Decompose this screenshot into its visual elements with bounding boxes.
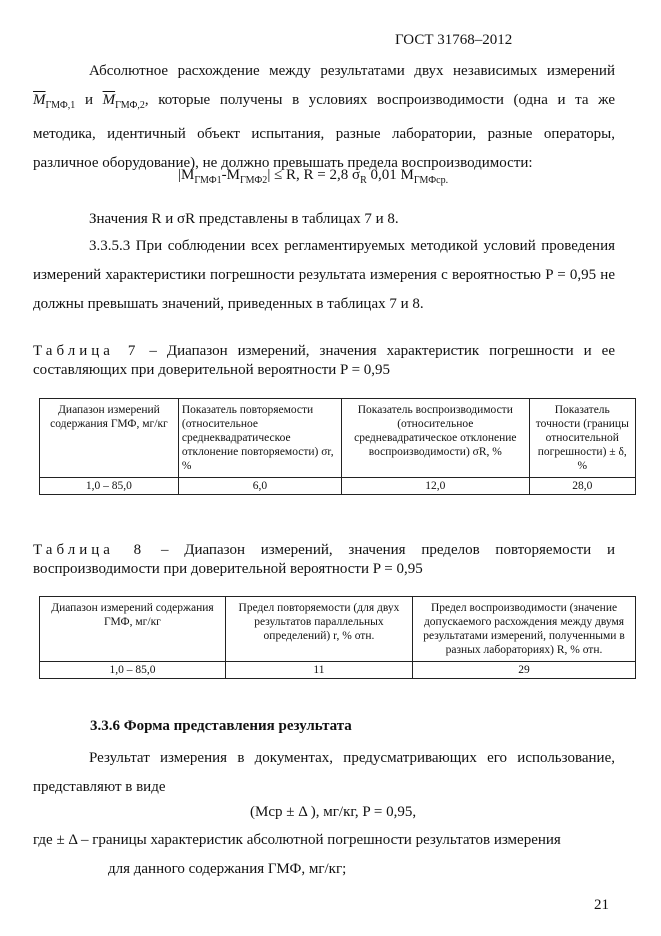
m-gmf2: $\overline{M}_{ГМФ,2}$ [102,92,145,111]
t7-header-reproducibility: Показатель воспроизводимости (относительное средневадратическое отклонение воспроизводимости) σR, % [342,399,530,478]
t7-cell-repeatability: 6,0 [178,478,341,495]
t7-cell-range: 1,0 – 85,0 [40,478,179,495]
paragraph-5-line2: для данного содержания ГМФ, мг/кг; [108,861,347,877]
section-heading: 3.3.6 Форма представления результата [90,718,352,734]
t7-cell-accuracy: 28,0 [529,478,635,495]
paragraph-4: Результат измерения в документах, предусматривающих его использование, представляют в виде [33,750,615,795]
table7-caption: Таблица 7 – Диапазон измерений, значения характеристик погрешности и ее составляющих при доверительной вероятности P = 0,95 [33,343,615,378]
formula-result: (Mср ± Δ ), мг/кг, P = 0,95, [250,804,417,820]
table-8 [39,596,636,679]
t8-cell-repeatability-limit: 11 [225,662,412,679]
para1-line1: Абсолютное расхождение между результатами двух независимых измерений [89,63,615,79]
paragraph-2: Значения R и σR представлены в таблицах 7 и 8. [89,211,399,227]
t7-header-range: Диапазон измерений содержания ГМФ, мг/кг [40,399,179,478]
t7-header-repeatability: Показатель повторяемости (относительное среднеквадратическое отклонение повторяемости) σr, % [178,399,341,478]
para1-rest: , которые получены в условиях воспроизводимости (одна и та же методика, идентичный объект испытания, разные лаборатории, разные операторы, различное оборудование), не должно превышать предела воспроизводимости: [33,92,615,171]
formula-reproducibility: $|M_{ГМФ1}-M_{ГМФ2}| \le R$, R = 2,8 $\sigma_R$ 0,01 $M_{ГМФср.}$ [178,167,449,186]
t8-cell-range: 1,0 – 85,0 [40,662,226,679]
t8-header-repeatability-limit: Предел повторяемости (для двух результатов параллельных определений) r, % отн. [225,597,412,662]
page-number: 21 [594,897,609,913]
t7-cell-reproducibility: 12,0 [342,478,530,495]
paragraph-5-line1: где ± Δ – границы характеристик абсолютной погрешности результатов измерения [33,832,561,848]
document-header: ГОСТ 31768–2012 [395,32,513,48]
t8-header-reproducibility-limit: Предел воспроизводимости (значение допускаемого расхождения между двумя результатами измерений, полученными в разных лабораториях) R, % отн. [413,597,636,662]
t8-cell-reproducibility-limit: 29 [413,662,636,679]
t8-header-range: Диапазон измерений содержания ГМФ, мг/кг [40,597,226,662]
paragraph-3553: 3.3.5.3 При соблюдении всех регламентируемых методикой условий проведения измерений характеристики погрешности результата измерения с вероятностью P = 0,95 не должны превышать значений, приведенных в таблицах 7 и 8. [33,238,615,312]
paragraph-1 [33,57,615,178]
table-7 [39,398,636,495]
t7-header-accuracy: Показатель точности (границы относительной погрешности) ± δ, % [529,399,635,478]
table8-caption: Таблица 8 – Диапазон измерений, значения пределов повторяемости и воспроизводимости при доверительной вероятности P = 0,95 [33,542,615,577]
para1-and: и [84,92,93,108]
m-gmf1: $\overline{M}_{ГМФ,1}$ [33,92,76,111]
